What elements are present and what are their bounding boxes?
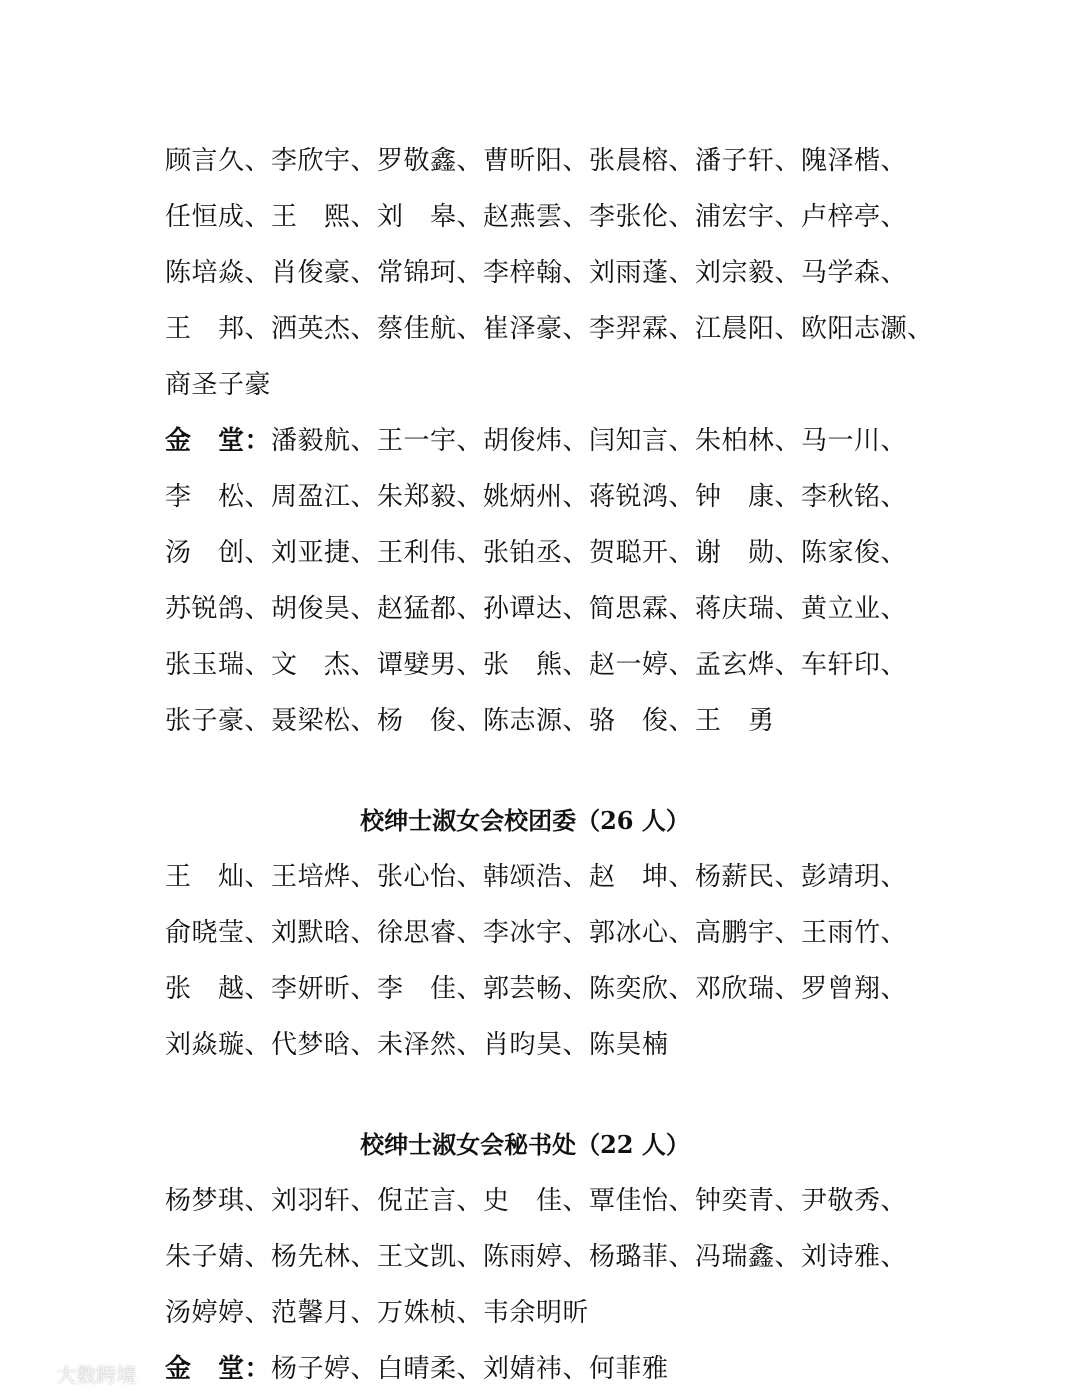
list-line: 张子豪、聂梁松、杨 俊、陈志源、骆 俊、王 勇 [165, 706, 775, 736]
name-list [165, 133, 934, 1397]
list-line: 汤 创、刘亚捷、王利伟、张铂丞、贺聪开、谢 勋、陈家俊、 [165, 538, 908, 568]
section-heading: 校绅士淑女会校团委（26 人） [360, 806, 690, 835]
section-gap [165, 749, 925, 793]
list-line: 苏锐鸽、胡俊昊、赵猛都、孙谭达、简思霖、蒋庆瑞、黄立业、 [165, 594, 908, 624]
list-line: 俞晓莹、刘默晗、徐思睿、李冰宇、郭冰心、高鹏宇、王雨竹、 [165, 918, 908, 948]
list-line: 汤婷婷、范馨月、万姝桢、韦余明昕 [165, 1298, 590, 1328]
list-line: 朱子婧、杨先林、王文凯、陈雨婷、杨璐菲、冯瑞鑫、刘诗雅、 [165, 1242, 908, 1272]
watermark-text: 大数跨境 [56, 1363, 137, 1387]
section-gap [165, 1073, 925, 1117]
list-line: 王 灿、王培烨、张心怡、韩颂浩、赵 坤、杨薪民、彭靖玥、 [165, 862, 908, 892]
list-line: 任恒成、王 熙、刘 皋、赵燕雲、李张伦、浦宏宇、卢梓亭、 [165, 202, 908, 232]
jintang-line [165, 413, 925, 469]
list-line: 顾言久、李欣宇、罗敬鑫、曹昕阳、张晨榕、潘子轩、隗泽楷、 [165, 146, 908, 176]
jintang-label: 金 堂： [165, 426, 272, 456]
jintang-label: 金 堂： [165, 1354, 272, 1384]
list-line: 王 邦、洒英杰、蔡佳航、崔泽豪、李羿霖、江晨阳、欧阳志灏、 [165, 314, 934, 344]
jintang-names: 潘毅航、王一宇、胡俊炜、闫知言、朱柏林、马一川、 [271, 426, 908, 456]
list-line: 张 越、李妍昕、李 佳、郭芸畅、陈奕欣、邓欣瑞、罗曾翔、 [165, 974, 908, 1004]
list-line: 商圣子豪 [165, 370, 272, 400]
list-line: 张玉瑞、文 杰、谭嬖男、张 熊、赵一婷、孟玄烨、车轩印、 [165, 650, 908, 680]
jintang-names: 杨子婷、白晴柔、刘婧祎、何菲雅 [271, 1354, 669, 1384]
section-heading: 校绅士淑女会秘书处（22 人） [360, 1130, 690, 1159]
list-line: 杨梦琪、刘羽轩、倪芷言、史 佳、覃佳怡、钟奕青、尹敬秀、 [165, 1186, 908, 1216]
list-line: 陈培焱、肖俊豪、常锦珂、李梓翰、刘雨蓬、刘宗毅、马学森、 [165, 258, 908, 288]
watermark [6, 1362, 136, 1388]
list-line: 李 松、周盈江、朱郑毅、姚炳州、蒋锐鸿、钟 康、李秋铭、 [165, 482, 908, 512]
sohu-logo-icon [6, 1366, 50, 1388]
list-line: 刘焱璇、代梦晗、未泽然、肖昀昊、陈昊楠 [165, 1030, 669, 1060]
jintang-line [165, 1341, 925, 1397]
